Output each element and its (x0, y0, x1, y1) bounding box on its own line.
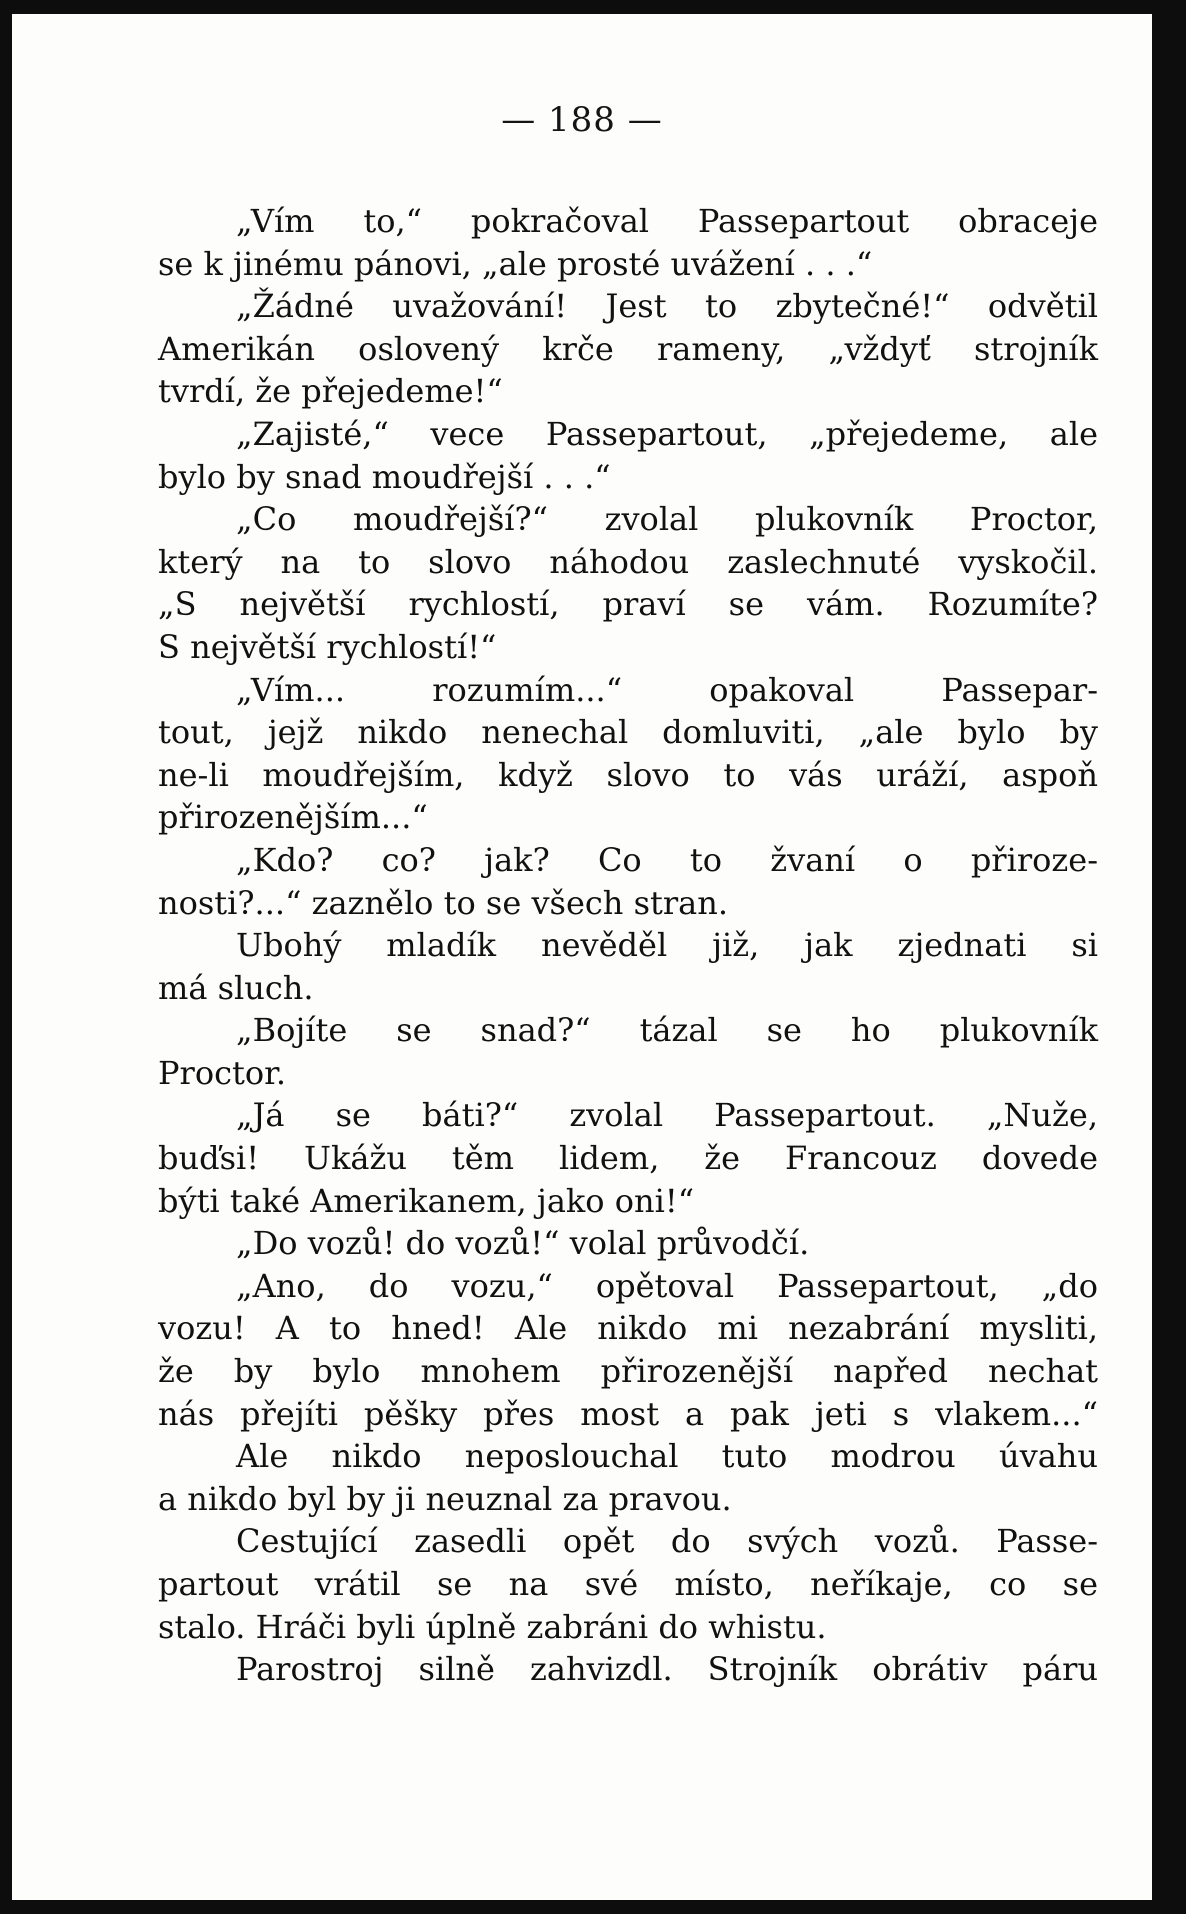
text-line: Proctor. (158, 1053, 287, 1092)
text-line: který na to slovo náhodou zaslechnuté vyskočil. (158, 542, 1098, 581)
text-line: „Co moudřejší?“ zvolal plukovník Proctor, (236, 500, 1098, 539)
book-page (12, 14, 1152, 1900)
text-line: „Vím... rozumím...“ opakoval Passepar- (236, 670, 1098, 709)
text-line: bylo by snad moudřejší . . .“ (158, 457, 611, 496)
text-line: buďsi! Ukážu těm lidem, že Francouz dovede (158, 1139, 1098, 1178)
text-line: „Vím to,“ pokračoval Passepartout obraceje (236, 202, 1098, 240)
text-line: „Já se báti?“ zvolal Passepartout. „Nuže, (236, 1096, 1098, 1135)
text-line: Amerikán oslovený krče rameny, „vždyť strojník (158, 329, 1098, 368)
text-line: vozu! A to hned! Ale nikdo mi nezabrání mysliti, (158, 1309, 1098, 1348)
text-line: Ale nikdo neposlouchal tuto modrou úvahu (236, 1437, 1098, 1476)
text-line: „Do vozů! do vozů!“ volal průvodčí. (236, 1224, 810, 1263)
text-line: Ubohý mladík nevěděl již, jak zjednati si (236, 926, 1098, 965)
text-line: partout vrátil se na své místo, neříkaje, co se (158, 1565, 1098, 1603)
text-line: a nikdo byl by ji neuznal za pravou. (158, 1479, 732, 1518)
page-number: — 188 — (501, 100, 663, 140)
text-line: nosti?...“ zaznělo to se všech stran. (158, 883, 729, 922)
text-line: „Kdo? co? jak? Co to žvaní o přiroze- (236, 840, 1098, 879)
text-line: že by bylo mnohem přirozenější napřed nechat (158, 1352, 1098, 1391)
text-line: „S největší rychlostí, praví se vám. Rozumíte? (158, 585, 1098, 624)
text-line: býti také Amerikanem, jako oni!“ (158, 1181, 695, 1220)
text-line: Cestující zasedli opět do svých vozů. Passe- (236, 1522, 1098, 1561)
text-line: se k jinému pánovi, „ale prosté uvážení . . .“ (158, 244, 873, 283)
text-line: nás přejíti pěšky přes most a pak jeti s vlakem...“ (158, 1394, 1098, 1433)
body-text (158, 200, 1098, 1691)
text-line: tvrdí, že přejedeme!“ (158, 372, 503, 411)
text-line: S největší rychlostí!“ (158, 627, 497, 666)
text-line: „Ano, do vozu,“ opětoval Passepartout, „do (236, 1266, 1098, 1305)
text-line: přirozenějším...“ (158, 798, 428, 837)
text-line: tout, jejž nikdo nenechal domluviti, „ale bylo by (158, 713, 1098, 752)
text-line: „Zajisté,“ vece Passepartout, „přejedeme, ale (236, 414, 1098, 453)
text-line: „Bojíte se snad?“ tázal se ho plukovník (236, 1011, 1098, 1050)
text-line: má sluch. (158, 968, 314, 1007)
text-line: ne-li moudřejším, když slovo to vás uráží, aspoň (158, 755, 1098, 794)
text-line: „Žádné uvažování! Jest to zbytečné!“ odvětil (236, 287, 1098, 326)
text-line: Parostroj silně zahvizdl. Strojník obrátiv páru (236, 1650, 1098, 1689)
text-line: stalo. Hráči byli úplně zabráni do whistu. (158, 1607, 827, 1646)
